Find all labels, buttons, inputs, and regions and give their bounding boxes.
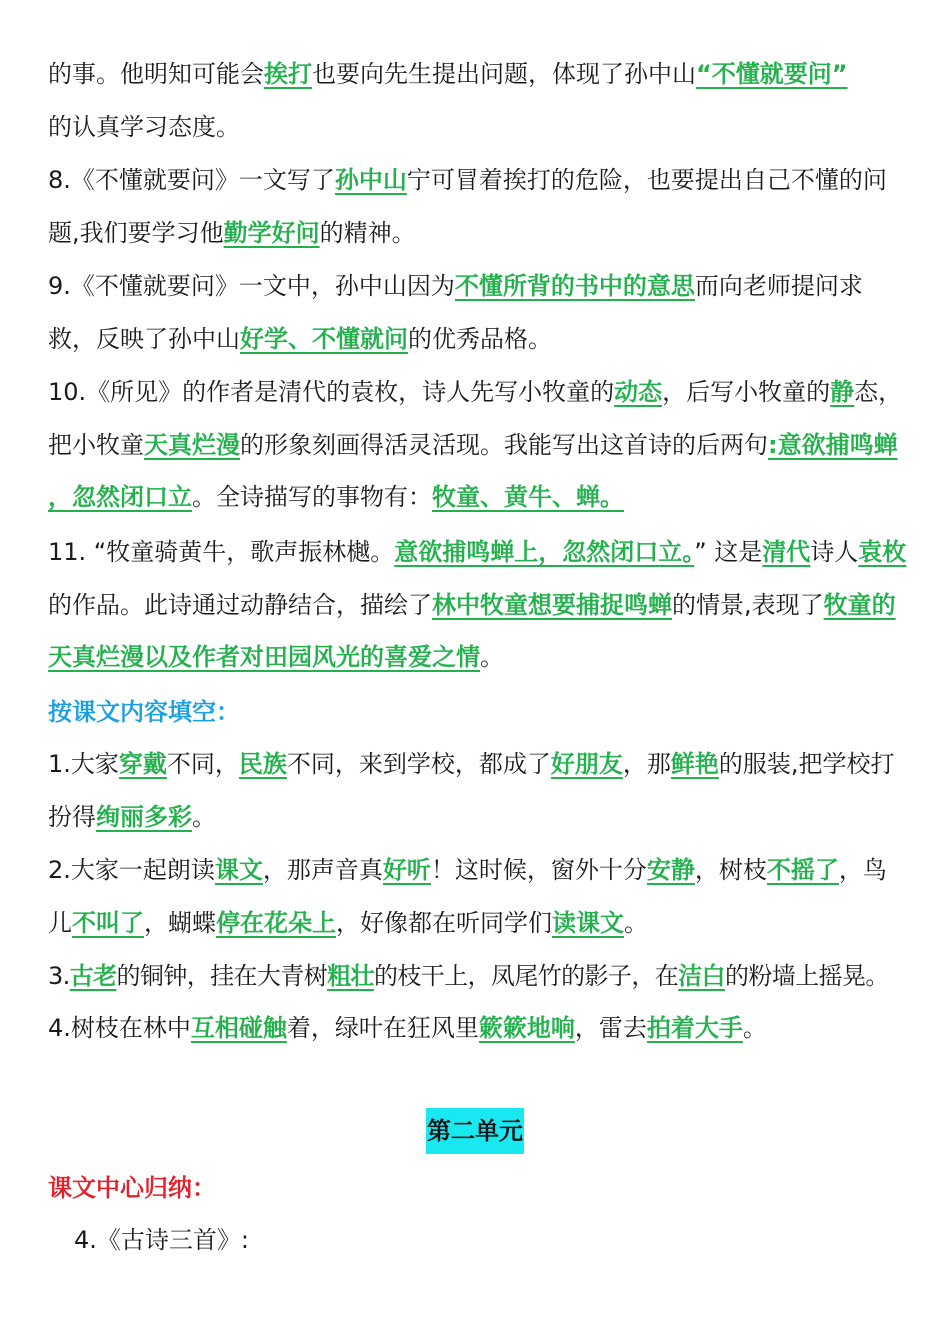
answer-blank: 牧童的天真烂漫以及作者对田园风光的喜爱之情 bbox=[48, 590, 896, 671]
answer-blank: 课文 bbox=[214, 856, 263, 884]
text: 诗人 bbox=[810, 538, 859, 566]
answer-blank: 不叫了 bbox=[72, 908, 144, 937]
answer-blank: 好听 bbox=[382, 856, 431, 884]
text: 。 bbox=[742, 1014, 767, 1042]
answer-blank: 洁白 bbox=[678, 962, 725, 990]
answer-blank: :意欲捕鸣蝉 ，忽然闭口立 bbox=[48, 430, 898, 511]
text: 10.《所见》的作者是清代的袁枚，诗人先写小牧童的 bbox=[48, 378, 615, 406]
answer-blank: 静 bbox=[830, 378, 855, 406]
text: 的事。他明知可能会 bbox=[48, 60, 264, 88]
item-10 bbox=[48, 366, 908, 524]
text: 的作品。此诗通过动静结合，描绘了 bbox=[48, 590, 432, 619]
text: 宁可冒着挨打的危险，也要提出自己不懂的问题,我们要学习他 bbox=[48, 166, 887, 247]
text: 2.大家一起朗读 bbox=[48, 856, 215, 884]
fill-item-1 bbox=[48, 738, 908, 843]
text: ，鸟儿 bbox=[48, 856, 887, 937]
answer-blank: 停在花朵上 bbox=[216, 908, 336, 937]
fill-item-3 bbox=[48, 950, 928, 1003]
section-heading-summary: 课文中心归纳： bbox=[48, 1174, 216, 1202]
text: ，那 bbox=[622, 750, 671, 778]
text: 的铜钟，挂在大青树 bbox=[116, 962, 328, 990]
text: 11. “牧童骑黄牛，歌声振林樾。 bbox=[48, 538, 395, 566]
answer-blank: 民族 bbox=[238, 750, 287, 778]
text: 。 bbox=[480, 643, 504, 671]
text: ，雷去 bbox=[574, 1014, 647, 1042]
text: 4.树枝在林中 bbox=[48, 1014, 191, 1042]
text: 的服装,把学校打扮得 bbox=[48, 750, 895, 831]
fill-item-4 bbox=[48, 1002, 908, 1055]
answer-blank: “不懂就要问” bbox=[696, 60, 848, 88]
item-9 bbox=[48, 260, 908, 365]
answer-blank: 穿戴 bbox=[118, 750, 167, 778]
text: 的形象刻画得活灵活现。我能写出这首诗的后两句 bbox=[240, 430, 768, 459]
answer-blank: 不摇了 bbox=[766, 856, 839, 884]
answer-blank: 粗壮 bbox=[327, 962, 374, 990]
text: 的认真学习态度。 bbox=[48, 112, 240, 141]
answer-blank: 勤学好问 bbox=[223, 218, 320, 247]
text: ，那声音真 bbox=[262, 856, 383, 884]
text: 不同，来到学校，都成了 bbox=[286, 750, 551, 778]
answer-blank: 意欲捕鸣蝉上，忽然闭口立。 bbox=[394, 538, 695, 566]
text: 不同， bbox=[166, 750, 239, 778]
answer-blank: 挨打 bbox=[264, 60, 312, 88]
answer-blank: 不懂所背的书中的意思 bbox=[454, 272, 695, 300]
text: 着，绿叶在狂风里 bbox=[286, 1014, 479, 1042]
section-heading-fill-in: 按课文内容填空： bbox=[48, 698, 240, 726]
text: ！这时候，窗外十分 bbox=[430, 856, 647, 884]
lesson-item: 4.《古诗三首》: bbox=[74, 1226, 249, 1254]
answer-blank: 好朋友 bbox=[550, 750, 623, 778]
text: 9.《不懂就要问》一文中，孙中山因为 bbox=[48, 272, 455, 300]
text: 的情景,表现了 bbox=[672, 590, 824, 619]
text: ，树枝 bbox=[694, 856, 767, 884]
text: 也要向先生提出问题，体现了孙中山 bbox=[312, 60, 696, 88]
text: ，后写小牧童的 bbox=[662, 378, 831, 406]
answer-blank: 互相碰触 bbox=[190, 1014, 287, 1042]
answer-blank: 动态 bbox=[614, 378, 663, 406]
text: 态，把小牧童 bbox=[48, 378, 903, 459]
answer-blank: 绚丽多彩 bbox=[96, 802, 192, 831]
fill-item-2 bbox=[48, 844, 908, 949]
item-8 bbox=[48, 154, 908, 259]
answer-blank: 天真烂漫 bbox=[144, 430, 240, 459]
text: 的粉墙上摇晃。 bbox=[724, 962, 889, 990]
text: 1.大家 bbox=[48, 750, 119, 778]
text: 8.《不懂就要问》一文写了 bbox=[48, 166, 335, 194]
answer-blank: 拍着大手 bbox=[646, 1014, 743, 1042]
text: ，好像都在听同学们 bbox=[336, 908, 552, 937]
text: 而向老师提问求救，反映了孙中山 bbox=[48, 272, 863, 353]
answer-blank: 读课文 bbox=[552, 908, 624, 937]
text: 的优秀品格。 bbox=[408, 324, 552, 353]
text: ” 这是 bbox=[694, 538, 763, 566]
text: 的枝干上，凤尾竹的影子，在 bbox=[373, 962, 679, 990]
answer-blank: 牧童、黄牛、蝉。 bbox=[432, 483, 624, 511]
answer-blank: 鲜艳 bbox=[670, 750, 719, 778]
unit-title: 第二单元 bbox=[426, 1108, 524, 1154]
text: 。 bbox=[192, 802, 216, 831]
answer-blank: 簌簌地响 bbox=[478, 1014, 575, 1042]
answer-blank: 清代 bbox=[762, 538, 811, 566]
text: ，蝴蝶 bbox=[144, 908, 216, 937]
item-11 bbox=[48, 526, 908, 684]
answer-blank: 安静 bbox=[646, 856, 695, 884]
answer-blank: 袁枚 bbox=[858, 538, 907, 566]
answer-blank: 孙中山 bbox=[334, 166, 407, 194]
text: 。全诗描写的事物有： bbox=[192, 483, 432, 511]
answer-blank: 好学、不懂就问 bbox=[240, 324, 408, 353]
text: 3. bbox=[48, 962, 70, 990]
paragraph-intro bbox=[48, 48, 908, 153]
text: 。 bbox=[624, 908, 648, 937]
answer-blank: 古老 bbox=[69, 962, 117, 990]
answer-blank: 林中牧童想要捕捉鸣蝉 bbox=[432, 590, 672, 619]
text: 的精神。 bbox=[319, 218, 416, 247]
